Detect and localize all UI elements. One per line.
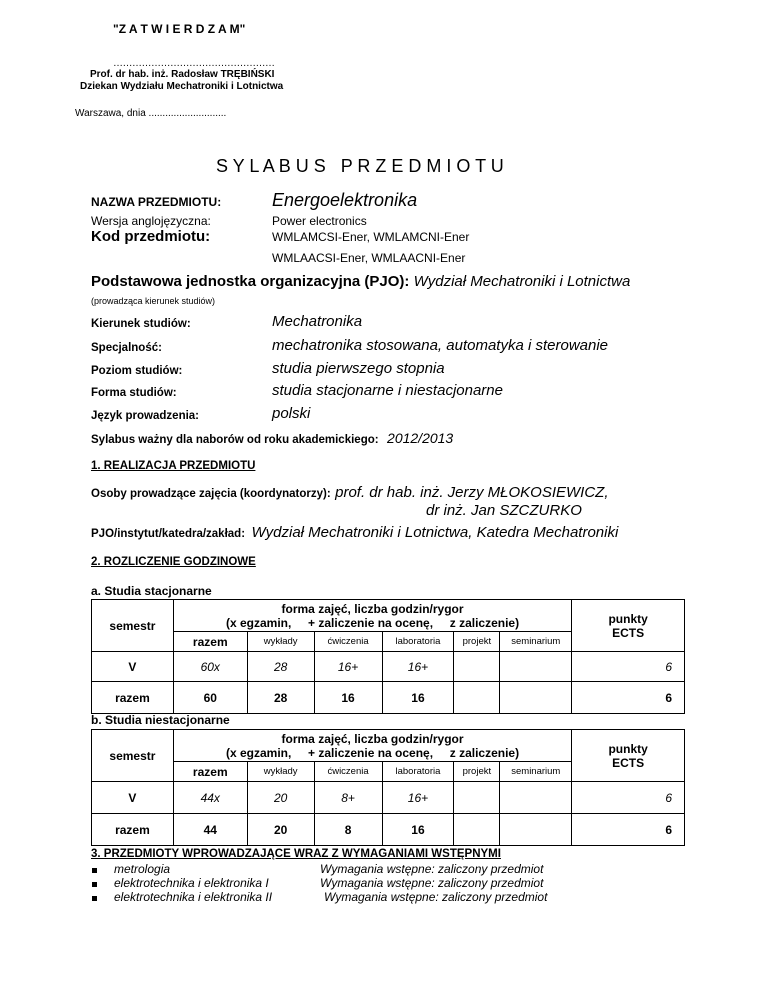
cell-projekt	[454, 814, 500, 846]
language-label: Język prowadzenia:	[91, 410, 200, 422]
table-row	[92, 814, 685, 846]
coordinators-value-2: dr inż. Jan SZCZURKO	[426, 502, 582, 519]
col-seminarium: seminarium	[500, 632, 572, 652]
section1-heading: 1. REALIZACJA PRZEDMIOTU	[91, 460, 256, 472]
direction-label: Kierunek studiów:	[91, 318, 191, 330]
cell-ects: 6	[572, 782, 685, 814]
unit-value: Wydział Mechatroniki i Lotnictwa, Katedra Mechatroniki	[251, 524, 619, 541]
row-semester: V	[92, 782, 174, 814]
subject-value: Energoelektronika	[272, 190, 418, 210]
bullet-icon	[92, 868, 97, 873]
code-label: Kod przedmiotu:	[91, 228, 211, 245]
cell-wyklady: 28	[247, 652, 314, 682]
specialty-value: mechatronika stosowana, automatyka i sterowanie	[272, 337, 609, 354]
bullet-icon	[92, 882, 97, 887]
cell-laboratoria: 16	[382, 814, 454, 846]
valid-label: Sylabus ważny dla naborów od roku akademickiego:	[91, 434, 379, 446]
ects-header-line1: punkty	[608, 741, 648, 756]
direction-value: Mechatronika	[272, 313, 363, 330]
cell-wyklady: 20	[247, 782, 314, 814]
cell-wyklady: 20	[247, 814, 314, 846]
table-row	[92, 682, 685, 714]
cell-ects: 6	[572, 652, 685, 682]
forms-header-line2: (x egzamin, + zaliczenie na ocenę, z zaliczenie)	[225, 615, 520, 630]
col-laboratoria: laboratoria	[382, 762, 454, 782]
prereq-requirement: Wymagania wstępne: zaliczony przedmiot	[320, 876, 544, 890]
valid-value: 2012/2013	[387, 430, 454, 446]
cell-razem: 60x	[173, 652, 247, 682]
col-projekt: projekt	[454, 632, 500, 652]
part-time-title: b. Studia niestacjonarne	[91, 713, 230, 727]
english-label: Wersja anglojęzyczna:	[91, 214, 211, 228]
col-wyklady: wykłady	[247, 632, 314, 652]
specialty-label: Specjalność:	[91, 342, 162, 354]
col-seminarium: seminarium	[500, 762, 572, 782]
pjo-line	[91, 273, 630, 290]
cell-laboratoria: 16+	[382, 782, 454, 814]
form-label: Forma studiów:	[91, 387, 177, 399]
forms-header	[173, 730, 571, 762]
section2-heading: 2. ROZLICZENIE GODZINOWE	[91, 556, 256, 568]
signature-dots: ……………………………………………	[113, 58, 275, 69]
table-row	[92, 652, 685, 682]
row-semester: V	[92, 652, 174, 682]
ects-header-line2: ECTS	[612, 755, 645, 770]
dean-name: Prof. dr hab. inż. Radosław TRĘBIŃSKI	[90, 69, 275, 80]
coordinators-value-1: prof. dr hab. inż. Jerzy MŁOKOSIEWICZ,	[335, 484, 609, 501]
cell-ects: 6	[572, 814, 685, 846]
coordinators-label: Osoby prowadzące zajęcia (koordynatorzy):	[91, 488, 331, 500]
col-cwiczenia: ćwiczenia	[314, 632, 382, 652]
stationary-title: a. Studia stacjonarne	[91, 584, 212, 598]
cell-razem: 60	[173, 682, 247, 714]
prereq-name: metrologia	[114, 862, 171, 876]
subject-label: NAZWA PRZEDMIOTU:	[91, 195, 222, 209]
table-row	[92, 782, 685, 814]
ects-header-line2: ECTS	[612, 625, 645, 640]
prereq-name: elektrotechnika i elektronika II	[114, 890, 273, 904]
forms-header-line1: forma zajęć, liczba godzin/rygor	[281, 731, 464, 746]
row-semester: razem	[92, 682, 174, 714]
unit-line	[91, 524, 618, 542]
code-value-1: WMLAMCSI-Ener, WMLAMCNI-Ener	[272, 230, 470, 244]
prereq-requirement: Wymagania wstępne: zaliczony przedmiot	[324, 890, 548, 904]
cell-wyklady: 28	[247, 682, 314, 714]
col-razem: razem	[173, 762, 247, 782]
col-wyklady: wykłady	[247, 762, 314, 782]
forms-header-line2: (x egzamin, + zaliczenie na ocenę, z zaliczenie)	[225, 745, 520, 760]
col-projekt: projekt	[454, 762, 500, 782]
cell-razem: 44x	[173, 782, 247, 814]
language-value: polski	[272, 405, 311, 422]
pjo-note: (prowadząca kierunek studiów)	[91, 296, 216, 306]
cell-seminarium	[500, 682, 572, 714]
place-date: Warszawa, dnia ............................	[75, 108, 227, 119]
cell-cwiczenia: 16	[314, 682, 382, 714]
forms-header-line1: forma zajęć, liczba godzin/rygor	[281, 601, 464, 616]
english-value: Power electronics	[272, 214, 367, 228]
prereq-requirement: Wymagania wstępne: zaliczony przedmiot	[320, 862, 544, 876]
cell-seminarium	[500, 782, 572, 814]
cell-cwiczenia: 8+	[314, 782, 382, 814]
coordinators-line	[91, 484, 609, 502]
part-time-table	[91, 729, 685, 846]
cell-laboratoria: 16	[382, 682, 454, 714]
ects-header	[572, 600, 685, 652]
ects-header-line1: punkty	[608, 611, 648, 626]
pjo-label: Podstawowa jednostka organizacyjna (PJO):	[91, 273, 410, 290]
cell-ects: 6	[572, 682, 685, 714]
valid-line	[91, 430, 453, 448]
stationary-table	[91, 599, 685, 714]
col-laboratoria: laboratoria	[382, 632, 454, 652]
section3-heading: 3. PRZEDMIOTY WPROWADZAJĄCE WRAZ Z WYMAGANIAMI WSTĘPNYMI	[91, 848, 501, 860]
unit-label: PJO/instytut/katedra/zakład:	[91, 528, 246, 540]
cell-seminarium	[500, 814, 572, 846]
cell-projekt	[454, 782, 500, 814]
dean-role: Dziekan Wydziału Mechatroniki i Lotnictwa	[80, 81, 284, 92]
code-value-2: WMLAACSI-Ener, WMLAACNI-Ener	[272, 251, 466, 265]
approval-heading: "Z A T W I E R D Z A M"	[113, 22, 246, 36]
cell-cwiczenia: 16+	[314, 652, 382, 682]
col-cwiczenia: ćwiczenia	[314, 762, 382, 782]
row-semester: razem	[92, 814, 174, 846]
cell-seminarium	[500, 652, 572, 682]
semester-header: semestr	[92, 730, 174, 782]
level-value: studia pierwszego stopnia	[272, 360, 445, 377]
bullet-icon	[92, 896, 97, 901]
cell-projekt	[454, 652, 500, 682]
cell-razem: 44	[173, 814, 247, 846]
ects-header	[572, 730, 685, 782]
semester-header: semestr	[92, 600, 174, 652]
pjo-value: Wydział Mechatroniki i Lotnictwa	[413, 273, 631, 290]
form-value: studia stacjonarne i niestacjonarne	[272, 382, 503, 399]
prereq-name: elektrotechnika i elektronika I	[114, 876, 269, 890]
page-title: S Y L A B U S P R Z E D M I O T U	[216, 156, 504, 176]
col-razem: razem	[173, 632, 247, 652]
cell-projekt	[454, 682, 500, 714]
cell-cwiczenia: 8	[314, 814, 382, 846]
forms-header	[173, 600, 571, 632]
level-label: Poziom studiów:	[91, 365, 183, 377]
cell-laboratoria: 16+	[382, 652, 454, 682]
